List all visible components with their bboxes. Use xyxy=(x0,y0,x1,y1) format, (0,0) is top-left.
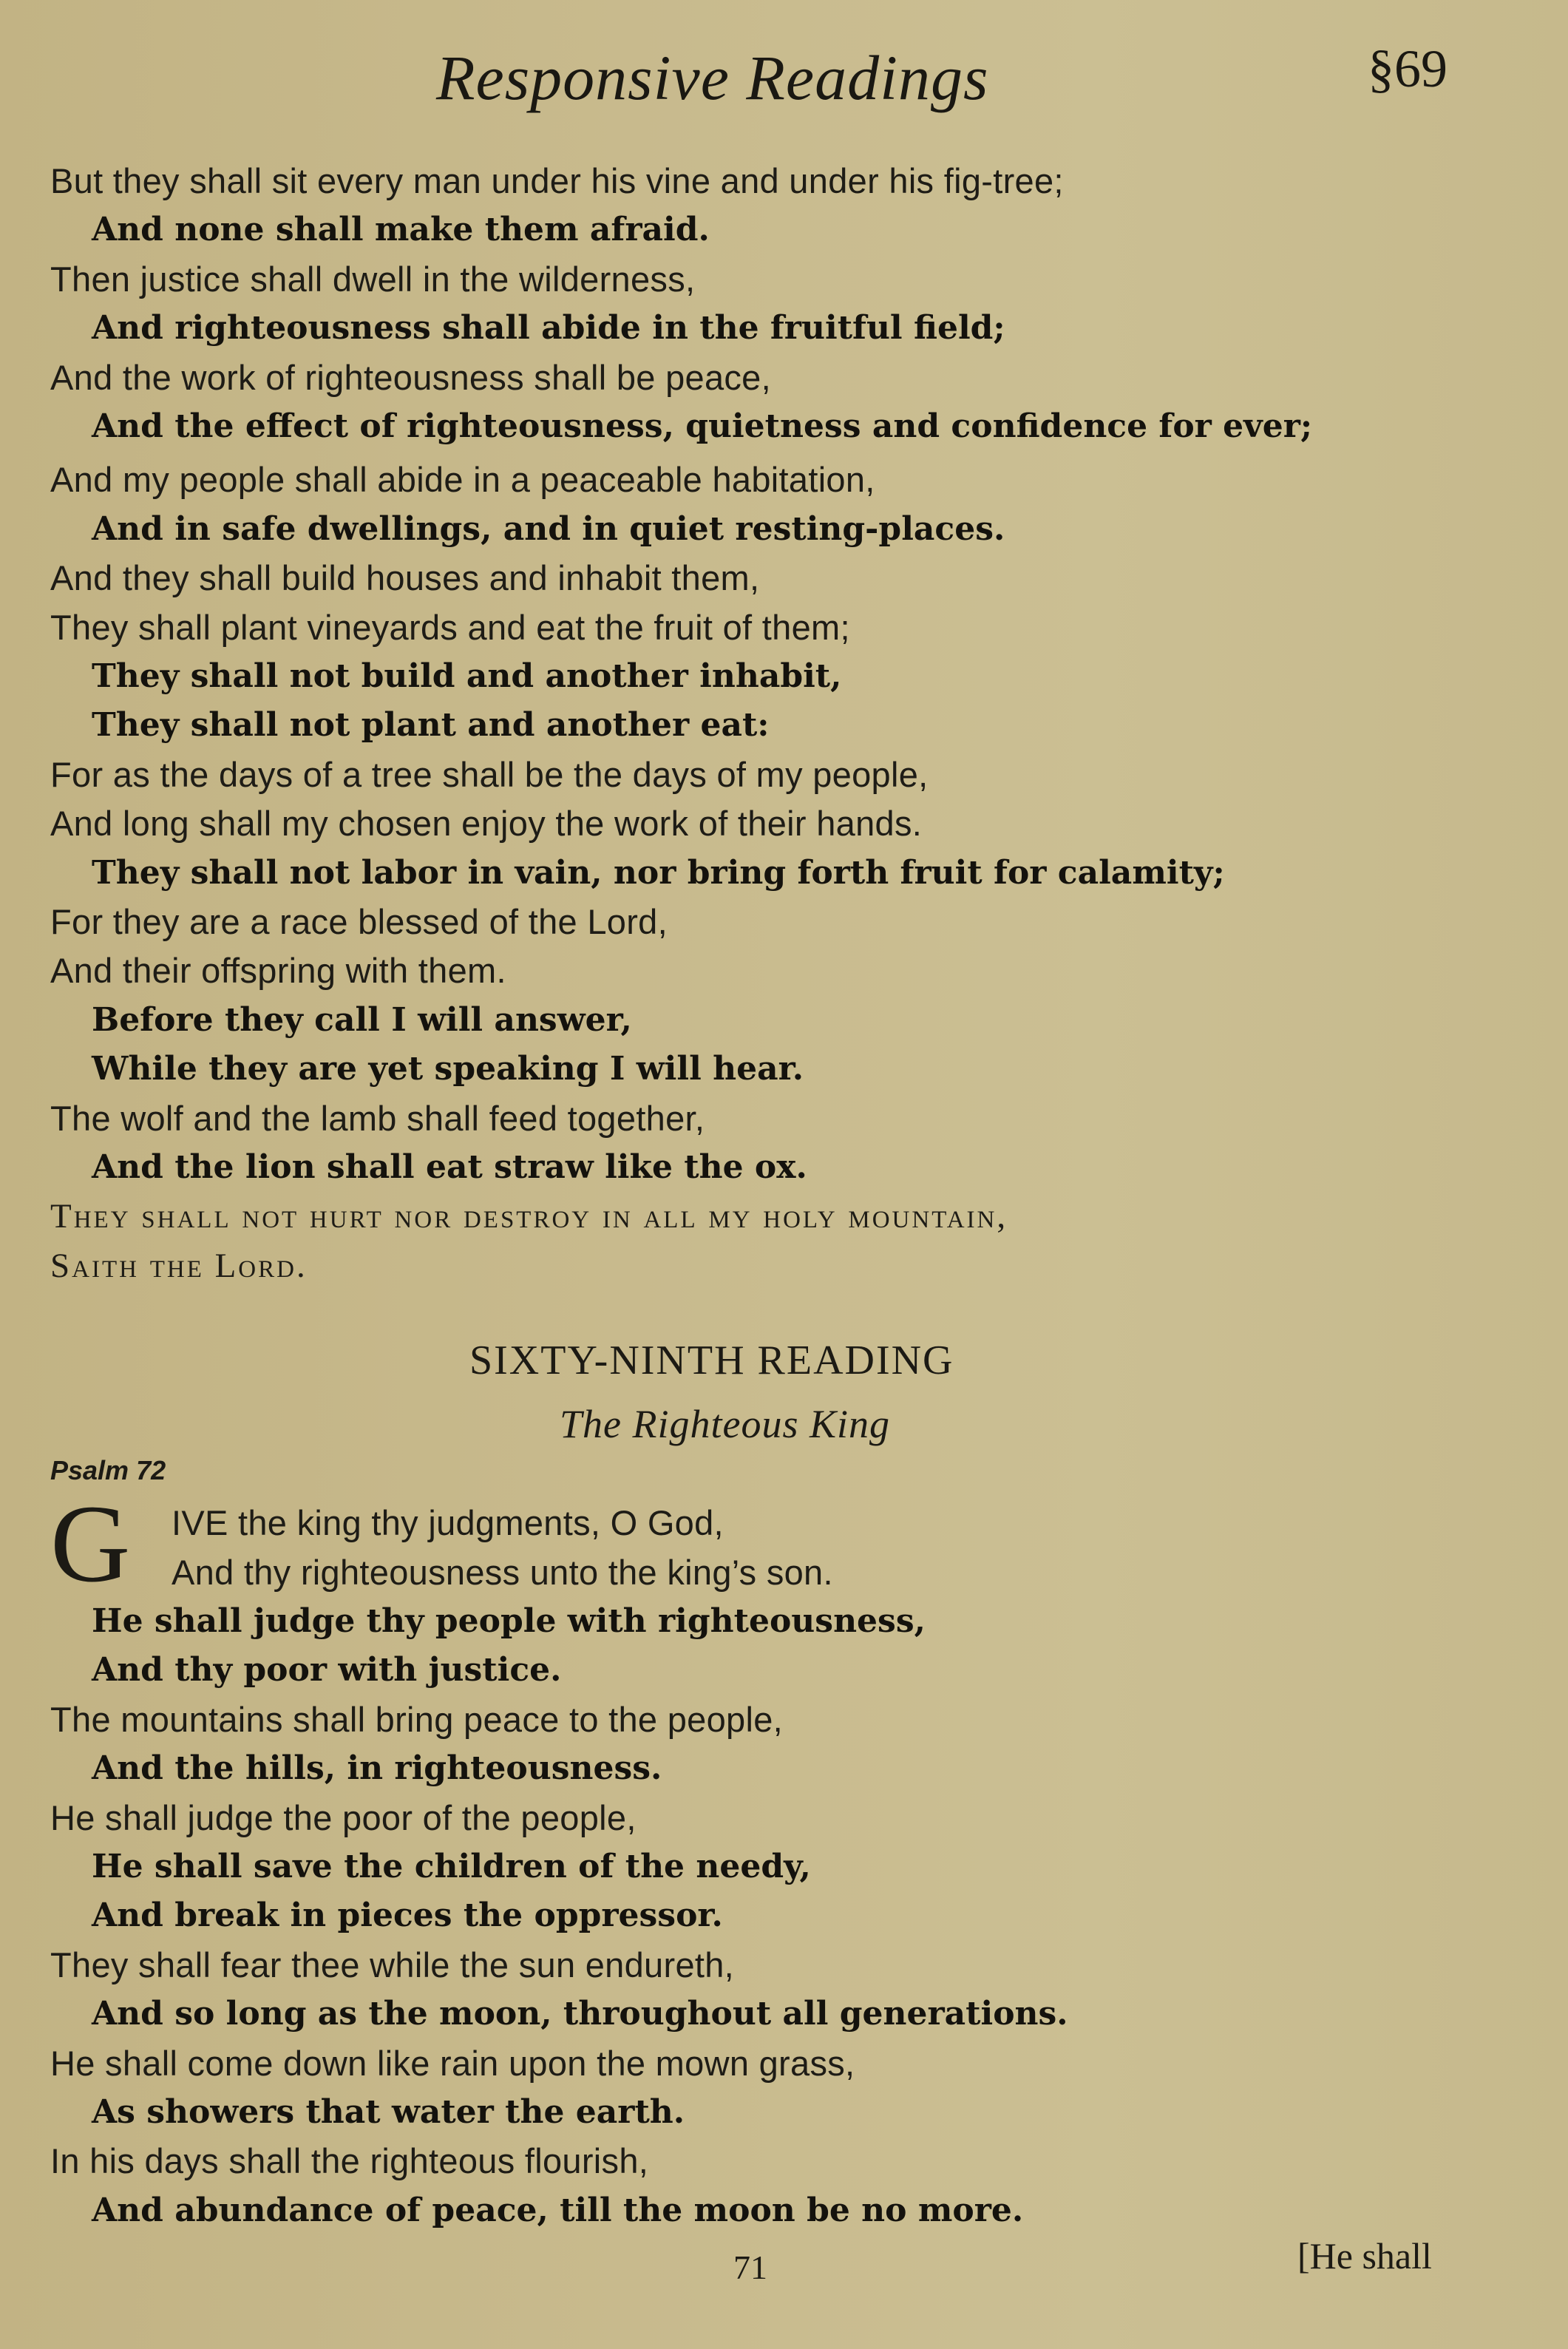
verse-line-response: And in safe dwellings, and in quiet resting-places. xyxy=(92,509,1005,548)
verse-line-response: And none shall make them afraid. xyxy=(92,211,710,249)
verse-line-leader: And they shall build houses and inhabit them, xyxy=(50,558,760,598)
verse-line-leader: Then justice shall dwell in the wilderness, xyxy=(50,259,696,299)
verse-line-leader: The mountains shall bring peace to the people, xyxy=(50,1699,784,1739)
verse-line-leader: In his days shall the righteous flourish, xyxy=(50,2141,649,2181)
verse-line-leader: But they shall sit every man under his vine and under his fig-tree; xyxy=(50,161,1064,200)
verse-line-response: And abundance of peace, till the moon be no more. xyxy=(92,2191,1024,2229)
verse-line-response: He shall judge thy people with righteousness, xyxy=(92,1602,926,1640)
verse-line-response: They shall not labor in vain, nor bring forth fruit for calamity; xyxy=(92,853,1225,892)
verse-line-unison: Saith the Lord. xyxy=(50,1246,308,1285)
verse-line-leader: The wolf and the lamb shall feed together, xyxy=(50,1098,705,1138)
verse-line-response: They shall not build and another inhabit, xyxy=(92,657,842,695)
verse-line-first: IVE the king thy judgments, O God, xyxy=(172,1503,724,1542)
verse-line-response: They shall not plant and another eat: xyxy=(92,706,770,745)
reading-subtitle: The Righteous King xyxy=(560,1402,890,1446)
reading-title: SIXTY-NINTH READING xyxy=(469,1338,954,1383)
verse-line-response: While they are yet speaking I will hear. xyxy=(92,1050,804,1088)
verse-line-leader: They shall fear thee while the sun endureth, xyxy=(50,1945,735,1984)
verse-line-leader: He shall judge the poor of the people, xyxy=(50,1797,637,1837)
verse-line-response: And the hills, in righteousness. xyxy=(92,1749,662,1788)
verse-line-unison: They shall not hurt nor destroy in all my holy mountain, xyxy=(50,1197,1008,1236)
verse-line-response: And the lion shall eat straw like the ox. xyxy=(92,1148,807,1186)
running-head: Responsive Readings xyxy=(436,42,989,113)
verse-line-second: And thy righteousness unto the king’s son. xyxy=(172,1553,833,1592)
verse-line-leader: They shall plant vineyards and eat the fruit of them; xyxy=(50,607,850,647)
verse-line-leader: For they are a race blessed of the Lord, xyxy=(50,902,668,941)
verse-line-leader: And their offspring with them. xyxy=(50,951,506,991)
verse-line-leader: He shall come down like rain upon the mown grass, xyxy=(50,2043,855,2083)
verse-line-leader: And my people shall abide in a peaceable habitation, xyxy=(50,460,875,500)
verse-line-response: As showers that water the earth. xyxy=(92,2093,685,2131)
verse-line-response: He shall save the children of the needy, xyxy=(92,1848,811,1885)
drop-cap: G xyxy=(50,1482,131,1605)
verse-line-leader: And the work of righteousness shall be peace, xyxy=(50,357,771,397)
verse-line-leader: For as the days of a tree shall be the days of my people, xyxy=(50,754,929,794)
verse-line-leader: And long shall my chosen enjoy the work of their hands. xyxy=(50,804,923,844)
page-number: 71 xyxy=(733,2248,767,2286)
verse-line-response: Before they call I will answer, xyxy=(92,1000,632,1039)
scripture-source: Psalm 72 xyxy=(50,1455,166,1485)
catchword: [He shall xyxy=(1297,2235,1432,2277)
verse-line-response: And break in pieces the oppressor. xyxy=(92,1897,723,1935)
section-number: §69 xyxy=(1368,39,1447,98)
verse-line-response: And thy poor with justice. xyxy=(92,1651,562,1689)
verse-line-response: And righteousness shall abide in the fruitful field; xyxy=(92,309,1005,348)
verse-line-response: And the effect of righteousness, quietness and confidence for ever; xyxy=(92,407,1313,445)
verse-line-response: And so long as the moon, throughout all generations. xyxy=(92,1995,1068,2033)
